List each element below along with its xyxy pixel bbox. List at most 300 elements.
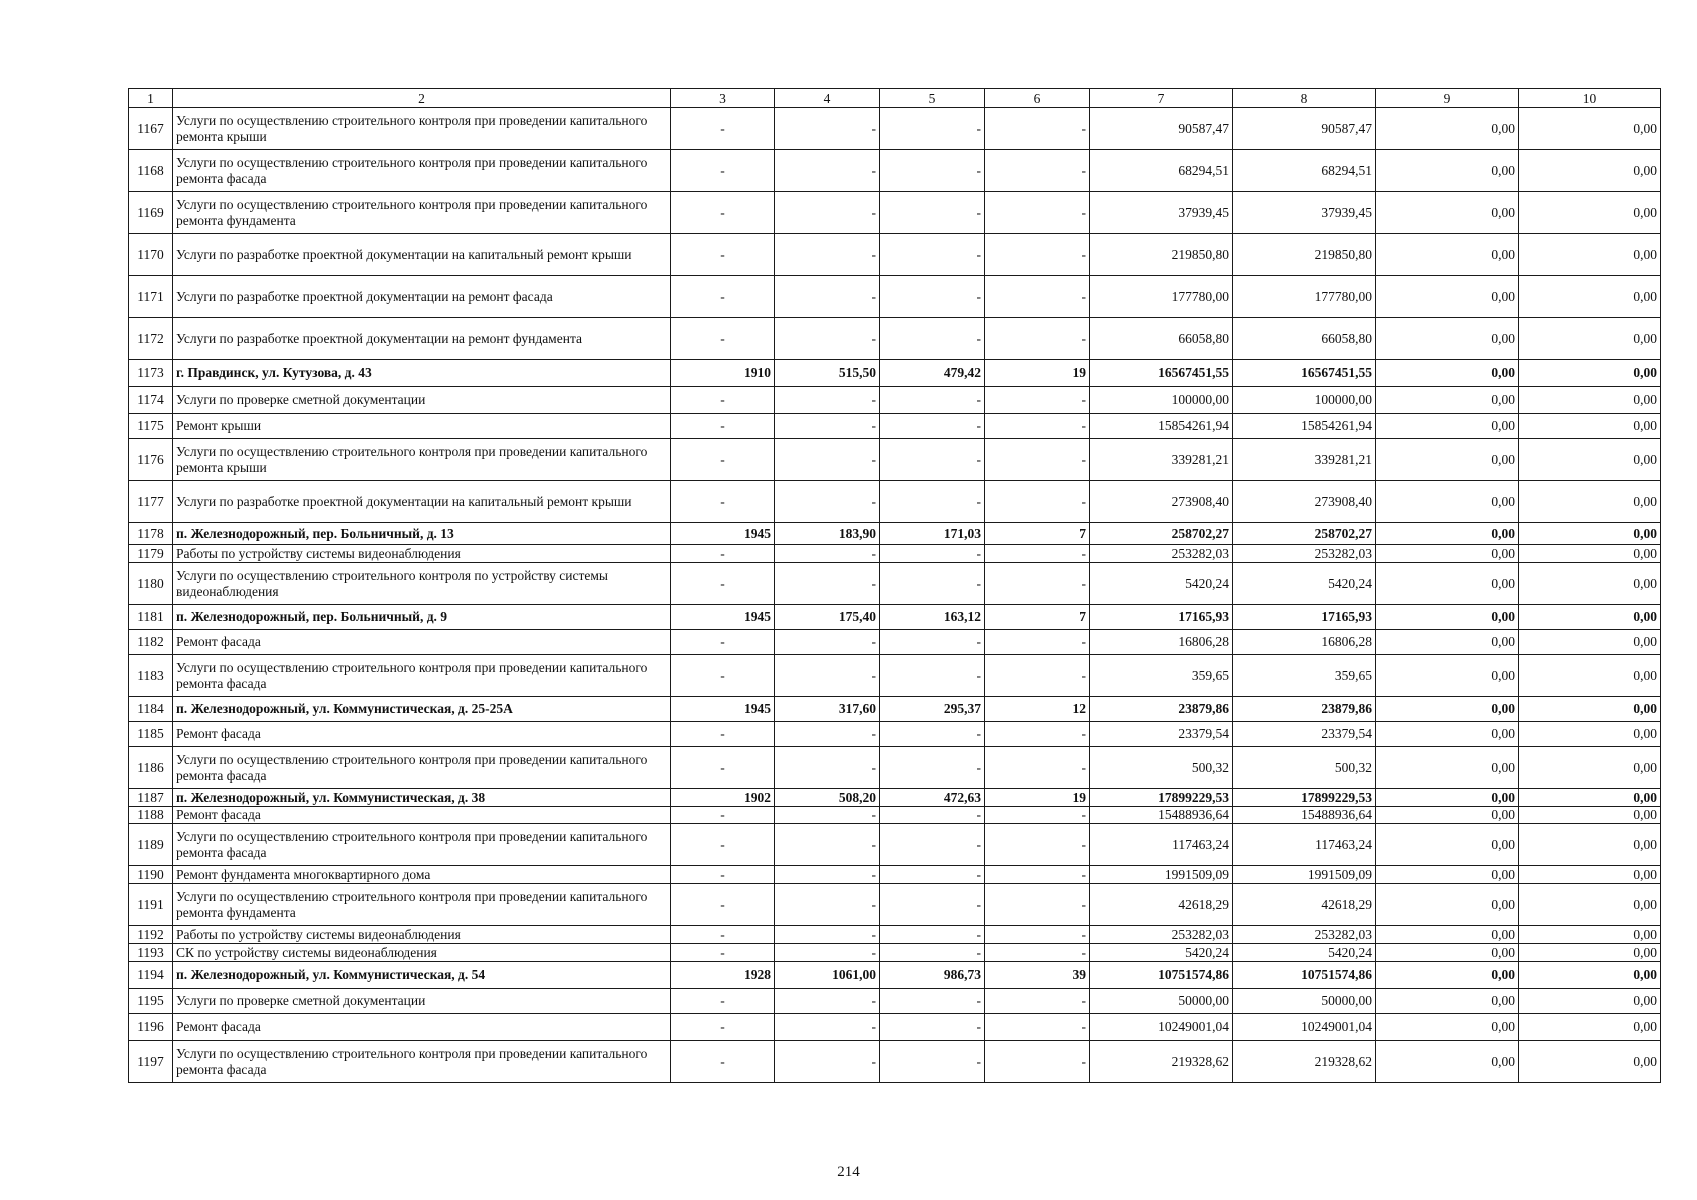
cost-total-cell: 1991509,09 bbox=[1090, 866, 1233, 884]
cost-fund-cell: 17165,93 bbox=[1233, 605, 1376, 630]
year-cell: 1928 bbox=[671, 962, 775, 989]
row-number: 1190 bbox=[129, 866, 173, 884]
cost-fund-cell: 15488936,64 bbox=[1233, 807, 1376, 824]
cost-col10-cell: 0,00 bbox=[1519, 108, 1661, 150]
cost-fund-cell: 50000,00 bbox=[1233, 989, 1376, 1014]
residents-cell: - bbox=[985, 1014, 1090, 1041]
area-total-cell: - bbox=[775, 545, 880, 563]
area-total-cell: - bbox=[775, 824, 880, 866]
cost-fund-cell: 10751574,86 bbox=[1233, 962, 1376, 989]
cost-total-cell: 17165,93 bbox=[1090, 605, 1233, 630]
year-cell: - bbox=[671, 944, 775, 962]
cost-fund-cell: 5420,24 bbox=[1233, 563, 1376, 605]
cost-total-cell: 10751574,86 bbox=[1090, 962, 1233, 989]
year-cell: - bbox=[671, 655, 775, 697]
table-row bbox=[129, 108, 1661, 150]
area-living-cell: - bbox=[880, 1014, 985, 1041]
cost-fund-cell: 359,65 bbox=[1233, 655, 1376, 697]
cost-total-cell: 253282,03 bbox=[1090, 545, 1233, 563]
residents-cell: 39 bbox=[985, 962, 1090, 989]
address-row bbox=[129, 605, 1661, 630]
cost-col9-cell: 0,00 bbox=[1376, 866, 1519, 884]
cost-fund-cell: 10249001,04 bbox=[1233, 1014, 1376, 1041]
area-total-cell: - bbox=[775, 481, 880, 523]
row-number: 1177 bbox=[129, 481, 173, 523]
row-number: 1176 bbox=[129, 439, 173, 481]
residents-cell: - bbox=[985, 387, 1090, 414]
area-living-cell: - bbox=[880, 824, 985, 866]
cost-col9-cell: 0,00 bbox=[1376, 360, 1519, 387]
cost-col10-cell: 0,00 bbox=[1519, 481, 1661, 523]
year-cell: - bbox=[671, 747, 775, 789]
cost-total-cell: 23879,86 bbox=[1090, 697, 1233, 722]
area-living-cell: - bbox=[880, 807, 985, 824]
cost-col10-cell: 0,00 bbox=[1519, 234, 1661, 276]
area-total-cell: - bbox=[775, 563, 880, 605]
residents-cell: - bbox=[985, 414, 1090, 439]
residents-cell: - bbox=[985, 545, 1090, 563]
cost-col9-cell: 0,00 bbox=[1376, 655, 1519, 697]
cost-fund-cell: 219328,62 bbox=[1233, 1041, 1376, 1083]
item-name: Услуги по осуществлению строительного контроля по устройству системы видеонаблюдения bbox=[173, 563, 671, 605]
table-row bbox=[129, 722, 1661, 747]
residents-cell: - bbox=[985, 481, 1090, 523]
area-living-cell: - bbox=[880, 439, 985, 481]
cost-col10-cell: 0,00 bbox=[1519, 630, 1661, 655]
residents-cell: - bbox=[985, 655, 1090, 697]
cost-col10-cell: 0,00 bbox=[1519, 807, 1661, 824]
item-name: Услуги по осуществлению строительного контроля при проведении капитального ремонта фасада bbox=[173, 150, 671, 192]
row-number: 1183 bbox=[129, 655, 173, 697]
area-living-cell: - bbox=[880, 150, 985, 192]
year-cell: - bbox=[671, 989, 775, 1014]
residents-cell: 7 bbox=[985, 523, 1090, 545]
cost-col9-cell: 0,00 bbox=[1376, 884, 1519, 926]
cost-fund-cell: 5420,24 bbox=[1233, 944, 1376, 962]
residents-cell: - bbox=[985, 192, 1090, 234]
cost-fund-cell: 253282,03 bbox=[1233, 545, 1376, 563]
area-total-cell: 183,90 bbox=[775, 523, 880, 545]
table-row bbox=[129, 884, 1661, 926]
row-number: 1197 bbox=[129, 1041, 173, 1083]
cost-total-cell: 15854261,94 bbox=[1090, 414, 1233, 439]
cost-total-cell: 10249001,04 bbox=[1090, 1014, 1233, 1041]
area-total-cell: - bbox=[775, 944, 880, 962]
cost-col9-cell: 0,00 bbox=[1376, 962, 1519, 989]
cost-fund-cell: 16806,28 bbox=[1233, 630, 1376, 655]
table-row bbox=[129, 630, 1661, 655]
cost-col10-cell: 0,00 bbox=[1519, 926, 1661, 944]
cost-col10-cell: 0,00 bbox=[1519, 523, 1661, 545]
cost-col9-cell: 0,00 bbox=[1376, 605, 1519, 630]
table-row bbox=[129, 1014, 1661, 1041]
cost-col10-cell: 0,00 bbox=[1519, 655, 1661, 697]
cost-fund-cell: 219850,80 bbox=[1233, 234, 1376, 276]
cost-col9-cell: 0,00 bbox=[1376, 563, 1519, 605]
residents-cell: - bbox=[985, 563, 1090, 605]
residents-cell: 19 bbox=[985, 360, 1090, 387]
row-number: 1195 bbox=[129, 989, 173, 1014]
area-total-cell: 515,50 bbox=[775, 360, 880, 387]
item-name: Услуги по осуществлению строительного контроля при проведении капитального ремонта фундамента bbox=[173, 884, 671, 926]
cost-total-cell: 359,65 bbox=[1090, 655, 1233, 697]
cost-col9-cell: 0,00 bbox=[1376, 150, 1519, 192]
year-cell: - bbox=[671, 866, 775, 884]
cost-col9-cell: 0,00 bbox=[1376, 439, 1519, 481]
cost-col9-cell: 0,00 bbox=[1376, 523, 1519, 545]
cost-col9-cell: 0,00 bbox=[1376, 387, 1519, 414]
column-header: 6 bbox=[985, 89, 1090, 108]
table-row bbox=[129, 481, 1661, 523]
cost-total-cell: 219328,62 bbox=[1090, 1041, 1233, 1083]
item-name: Ремонт фасада bbox=[173, 807, 671, 824]
cost-col10-cell: 0,00 bbox=[1519, 962, 1661, 989]
year-cell: 1910 bbox=[671, 360, 775, 387]
cost-col9-cell: 0,00 bbox=[1376, 926, 1519, 944]
year-cell: - bbox=[671, 630, 775, 655]
cost-col9-cell: 0,00 bbox=[1376, 747, 1519, 789]
item-name: Услуги по разработке проектной документации на ремонт фундамента bbox=[173, 318, 671, 360]
area-living-cell: - bbox=[880, 747, 985, 789]
table-row bbox=[129, 747, 1661, 789]
area-living-cell: 472,63 bbox=[880, 789, 985, 807]
table-row bbox=[129, 807, 1661, 824]
row-number: 1178 bbox=[129, 523, 173, 545]
year-cell: - bbox=[671, 108, 775, 150]
residents-cell: - bbox=[985, 884, 1090, 926]
year-cell: - bbox=[671, 563, 775, 605]
cost-total-cell: 23379,54 bbox=[1090, 722, 1233, 747]
area-living-cell: - bbox=[880, 630, 985, 655]
row-number: 1171 bbox=[129, 276, 173, 318]
residents-cell: - bbox=[985, 630, 1090, 655]
page-number: 214 bbox=[837, 1164, 860, 1180]
row-number: 1189 bbox=[129, 824, 173, 866]
row-number: 1193 bbox=[129, 944, 173, 962]
cost-fund-cell: 42618,29 bbox=[1233, 884, 1376, 926]
cost-col10-cell: 0,00 bbox=[1519, 150, 1661, 192]
area-living-cell: - bbox=[880, 414, 985, 439]
area-total-cell: 1061,00 bbox=[775, 962, 880, 989]
row-number: 1168 bbox=[129, 150, 173, 192]
area-living-cell: - bbox=[880, 387, 985, 414]
cost-col10-cell: 0,00 bbox=[1519, 1041, 1661, 1083]
row-number: 1182 bbox=[129, 630, 173, 655]
cost-col9-cell: 0,00 bbox=[1376, 276, 1519, 318]
cost-col9-cell: 0,00 bbox=[1376, 722, 1519, 747]
area-living-cell: 295,37 bbox=[880, 697, 985, 722]
residents-cell: - bbox=[985, 866, 1090, 884]
area-living-cell: - bbox=[880, 108, 985, 150]
cost-col9-cell: 0,00 bbox=[1376, 824, 1519, 866]
cost-total-cell: 42618,29 bbox=[1090, 884, 1233, 926]
residents-cell: - bbox=[985, 318, 1090, 360]
row-number: 1185 bbox=[129, 722, 173, 747]
column-header: 7 bbox=[1090, 89, 1233, 108]
area-total-cell: - bbox=[775, 630, 880, 655]
row-number: 1173 bbox=[129, 360, 173, 387]
area-living-cell: - bbox=[880, 866, 985, 884]
year-cell: - bbox=[671, 1014, 775, 1041]
cost-col10-cell: 0,00 bbox=[1519, 276, 1661, 318]
area-living-cell: - bbox=[880, 989, 985, 1014]
cost-fund-cell: 37939,45 bbox=[1233, 192, 1376, 234]
row-number: 1174 bbox=[129, 387, 173, 414]
row-number: 1169 bbox=[129, 192, 173, 234]
item-name: Услуги по осуществлению строительного контроля при проведении капитального ремонта фасада bbox=[173, 1041, 671, 1083]
year-cell: - bbox=[671, 387, 775, 414]
cost-col10-cell: 0,00 bbox=[1519, 944, 1661, 962]
item-name: Услуги по проверке сметной документации bbox=[173, 989, 671, 1014]
item-name: Услуги по разработке проектной документации на капитальный ремонт крыши bbox=[173, 481, 671, 523]
item-name: Работы по устройству системы видеонаблюдения bbox=[173, 545, 671, 563]
cost-col9-cell: 0,00 bbox=[1376, 1014, 1519, 1041]
area-living-cell: 171,03 bbox=[880, 523, 985, 545]
item-name: Услуги по осуществлению строительного контроля при проведении капитального ремонта крыши bbox=[173, 108, 671, 150]
cost-fund-cell: 339281,21 bbox=[1233, 439, 1376, 481]
item-name: п. Железнодорожный, ул. Коммунистическая, д. 25-25А bbox=[173, 697, 671, 722]
area-living-cell: - bbox=[880, 234, 985, 276]
year-cell: - bbox=[671, 276, 775, 318]
row-number: 1192 bbox=[129, 926, 173, 944]
year-cell: - bbox=[671, 807, 775, 824]
residents-cell: - bbox=[985, 1041, 1090, 1083]
item-name: Ремонт фундамента многоквартирного дома bbox=[173, 866, 671, 884]
table-row bbox=[129, 318, 1661, 360]
address-row bbox=[129, 523, 1661, 545]
cost-fund-cell: 273908,40 bbox=[1233, 481, 1376, 523]
cost-fund-cell: 15854261,94 bbox=[1233, 414, 1376, 439]
cost-col9-cell: 0,00 bbox=[1376, 697, 1519, 722]
year-cell: - bbox=[671, 824, 775, 866]
item-name: Ремонт фасада bbox=[173, 630, 671, 655]
cost-total-cell: 177780,00 bbox=[1090, 276, 1233, 318]
residents-cell: - bbox=[985, 108, 1090, 150]
table-row bbox=[129, 192, 1661, 234]
column-header: 10 bbox=[1519, 89, 1661, 108]
cost-col10-cell: 0,00 bbox=[1519, 989, 1661, 1014]
cost-col10-cell: 0,00 bbox=[1519, 414, 1661, 439]
cost-fund-cell: 253282,03 bbox=[1233, 926, 1376, 944]
cost-total-cell: 219850,80 bbox=[1090, 234, 1233, 276]
residents-cell: - bbox=[985, 807, 1090, 824]
cost-fund-cell: 16567451,55 bbox=[1233, 360, 1376, 387]
item-name: Ремонт крыши bbox=[173, 414, 671, 439]
cost-total-cell: 50000,00 bbox=[1090, 989, 1233, 1014]
year-cell: - bbox=[671, 439, 775, 481]
area-total-cell: - bbox=[775, 150, 880, 192]
cost-total-cell: 5420,24 bbox=[1090, 563, 1233, 605]
item-name: Работы по устройству системы видеонаблюдения bbox=[173, 926, 671, 944]
address-row bbox=[129, 789, 1661, 807]
area-total-cell: - bbox=[775, 722, 880, 747]
cost-total-cell: 16806,28 bbox=[1090, 630, 1233, 655]
table-row bbox=[129, 276, 1661, 318]
cost-col9-cell: 0,00 bbox=[1376, 545, 1519, 563]
item-name: п. Железнодорожный, пер. Больничный, д. 9 bbox=[173, 605, 671, 630]
cost-col9-cell: 0,00 bbox=[1376, 481, 1519, 523]
area-total-cell: - bbox=[775, 1014, 880, 1041]
cost-fund-cell: 90587,47 bbox=[1233, 108, 1376, 150]
residents-cell: - bbox=[985, 439, 1090, 481]
cost-fund-cell: 258702,27 bbox=[1233, 523, 1376, 545]
cost-total-cell: 258702,27 bbox=[1090, 523, 1233, 545]
item-name: Услуги по осуществлению строительного контроля при проведении капитального ремонта фундамента bbox=[173, 192, 671, 234]
cost-fund-cell: 23379,54 bbox=[1233, 722, 1376, 747]
area-total-cell: - bbox=[775, 655, 880, 697]
area-living-cell: - bbox=[880, 192, 985, 234]
cost-total-cell: 16567451,55 bbox=[1090, 360, 1233, 387]
residents-cell: 19 bbox=[985, 789, 1090, 807]
row-number: 1191 bbox=[129, 884, 173, 926]
item-name: Услуги по разработке проектной документации на капитальный ремонт крыши bbox=[173, 234, 671, 276]
address-row bbox=[129, 360, 1661, 387]
table-row bbox=[129, 944, 1661, 962]
row-number: 1187 bbox=[129, 789, 173, 807]
area-living-cell: 986,73 bbox=[880, 962, 985, 989]
cost-col9-cell: 0,00 bbox=[1376, 234, 1519, 276]
area-living-cell: - bbox=[880, 545, 985, 563]
cost-col9-cell: 0,00 bbox=[1376, 414, 1519, 439]
year-cell: 1945 bbox=[671, 523, 775, 545]
cost-col9-cell: 0,00 bbox=[1376, 944, 1519, 962]
column-header: 4 bbox=[775, 89, 880, 108]
table-row bbox=[129, 387, 1661, 414]
column-header: 3 bbox=[671, 89, 775, 108]
row-number: 1175 bbox=[129, 414, 173, 439]
column-header: 2 bbox=[173, 89, 671, 108]
cost-total-cell: 37939,45 bbox=[1090, 192, 1233, 234]
table-row bbox=[129, 563, 1661, 605]
year-cell: - bbox=[671, 414, 775, 439]
area-living-cell: 163,12 bbox=[880, 605, 985, 630]
year-cell: - bbox=[671, 926, 775, 944]
area-total-cell: - bbox=[775, 866, 880, 884]
year-cell: - bbox=[671, 318, 775, 360]
cost-col10-cell: 0,00 bbox=[1519, 884, 1661, 926]
row-number: 1179 bbox=[129, 545, 173, 563]
table-row bbox=[129, 824, 1661, 866]
cost-total-cell: 339281,21 bbox=[1090, 439, 1233, 481]
area-living-cell: - bbox=[880, 1041, 985, 1083]
residents-cell: - bbox=[985, 944, 1090, 962]
row-number: 1188 bbox=[129, 807, 173, 824]
cost-col10-cell: 0,00 bbox=[1519, 789, 1661, 807]
column-header: 1 bbox=[129, 89, 173, 108]
area-total-cell: - bbox=[775, 414, 880, 439]
table-row bbox=[129, 926, 1661, 944]
row-number: 1186 bbox=[129, 747, 173, 789]
residents-cell: - bbox=[985, 150, 1090, 192]
cost-col10-cell: 0,00 bbox=[1519, 824, 1661, 866]
area-total-cell: 508,20 bbox=[775, 789, 880, 807]
cost-col9-cell: 0,00 bbox=[1376, 789, 1519, 807]
area-living-cell: - bbox=[880, 318, 985, 360]
year-cell: - bbox=[671, 722, 775, 747]
cost-fund-cell: 23879,86 bbox=[1233, 697, 1376, 722]
area-total-cell: - bbox=[775, 926, 880, 944]
cost-col9-cell: 0,00 bbox=[1376, 989, 1519, 1014]
area-total-cell: - bbox=[775, 192, 880, 234]
table-row bbox=[129, 234, 1661, 276]
area-living-cell: - bbox=[880, 884, 985, 926]
cost-col10-cell: 0,00 bbox=[1519, 318, 1661, 360]
year-cell: - bbox=[671, 545, 775, 563]
cost-col10-cell: 0,00 bbox=[1519, 439, 1661, 481]
cost-fund-cell: 66058,80 bbox=[1233, 318, 1376, 360]
cost-total-cell: 273908,40 bbox=[1090, 481, 1233, 523]
residents-cell: - bbox=[985, 234, 1090, 276]
budget-table bbox=[128, 88, 1661, 1083]
area-living-cell: - bbox=[880, 655, 985, 697]
area-total-cell: - bbox=[775, 989, 880, 1014]
cost-total-cell: 253282,03 bbox=[1090, 926, 1233, 944]
item-name: Ремонт фасада bbox=[173, 722, 671, 747]
cost-col10-cell: 0,00 bbox=[1519, 866, 1661, 884]
area-total-cell: - bbox=[775, 276, 880, 318]
column-header: 5 bbox=[880, 89, 985, 108]
row-number: 1194 bbox=[129, 962, 173, 989]
table-row bbox=[129, 545, 1661, 563]
cost-col10-cell: 0,00 bbox=[1519, 360, 1661, 387]
item-name: Услуги по осуществлению строительного контроля при проведении капитального ремонта фасада bbox=[173, 824, 671, 866]
cost-col10-cell: 0,00 bbox=[1519, 563, 1661, 605]
table-header-row bbox=[129, 89, 1661, 108]
residents-cell: - bbox=[985, 989, 1090, 1014]
item-name: Ремонт фасада bbox=[173, 1014, 671, 1041]
item-name: СК по устройству системы видеонаблюдения bbox=[173, 944, 671, 962]
area-living-cell: - bbox=[880, 563, 985, 605]
cost-total-cell: 90587,47 bbox=[1090, 108, 1233, 150]
residents-cell: 12 bbox=[985, 697, 1090, 722]
area-total-cell: - bbox=[775, 747, 880, 789]
item-name: Услуги по осуществлению строительного контроля при проведении капитального ремонта крыши bbox=[173, 439, 671, 481]
year-cell: - bbox=[671, 192, 775, 234]
table-row bbox=[129, 1041, 1661, 1083]
cost-col10-cell: 0,00 bbox=[1519, 605, 1661, 630]
cost-col9-cell: 0,00 bbox=[1376, 192, 1519, 234]
residents-cell: 7 bbox=[985, 605, 1090, 630]
item-name: п. Железнодорожный, пер. Больничный, д. 13 bbox=[173, 523, 671, 545]
area-living-cell: - bbox=[880, 944, 985, 962]
cost-col10-cell: 0,00 bbox=[1519, 545, 1661, 563]
cost-col9-cell: 0,00 bbox=[1376, 630, 1519, 655]
cost-total-cell: 15488936,64 bbox=[1090, 807, 1233, 824]
row-number: 1167 bbox=[129, 108, 173, 150]
year-cell: - bbox=[671, 884, 775, 926]
item-name: г. Правдинск, ул. Кутузова, д. 43 bbox=[173, 360, 671, 387]
area-total-cell: 317,60 bbox=[775, 697, 880, 722]
area-living-cell: 479,42 bbox=[880, 360, 985, 387]
residents-cell: - bbox=[985, 824, 1090, 866]
item-name: п. Железнодорожный, ул. Коммунистическая, д. 54 bbox=[173, 962, 671, 989]
cost-col10-cell: 0,00 bbox=[1519, 722, 1661, 747]
address-row bbox=[129, 697, 1661, 722]
residents-cell: - bbox=[985, 747, 1090, 789]
cost-fund-cell: 17899229,53 bbox=[1233, 789, 1376, 807]
table-row bbox=[129, 414, 1661, 439]
cost-col10-cell: 0,00 bbox=[1519, 1014, 1661, 1041]
area-living-cell: - bbox=[880, 722, 985, 747]
column-header: 8 bbox=[1233, 89, 1376, 108]
year-cell: 1945 bbox=[671, 605, 775, 630]
year-cell: - bbox=[671, 481, 775, 523]
cost-total-cell: 100000,00 bbox=[1090, 387, 1233, 414]
cost-col10-cell: 0,00 bbox=[1519, 192, 1661, 234]
cost-col9-cell: 0,00 bbox=[1376, 108, 1519, 150]
area-total-cell: - bbox=[775, 387, 880, 414]
address-row bbox=[129, 962, 1661, 989]
